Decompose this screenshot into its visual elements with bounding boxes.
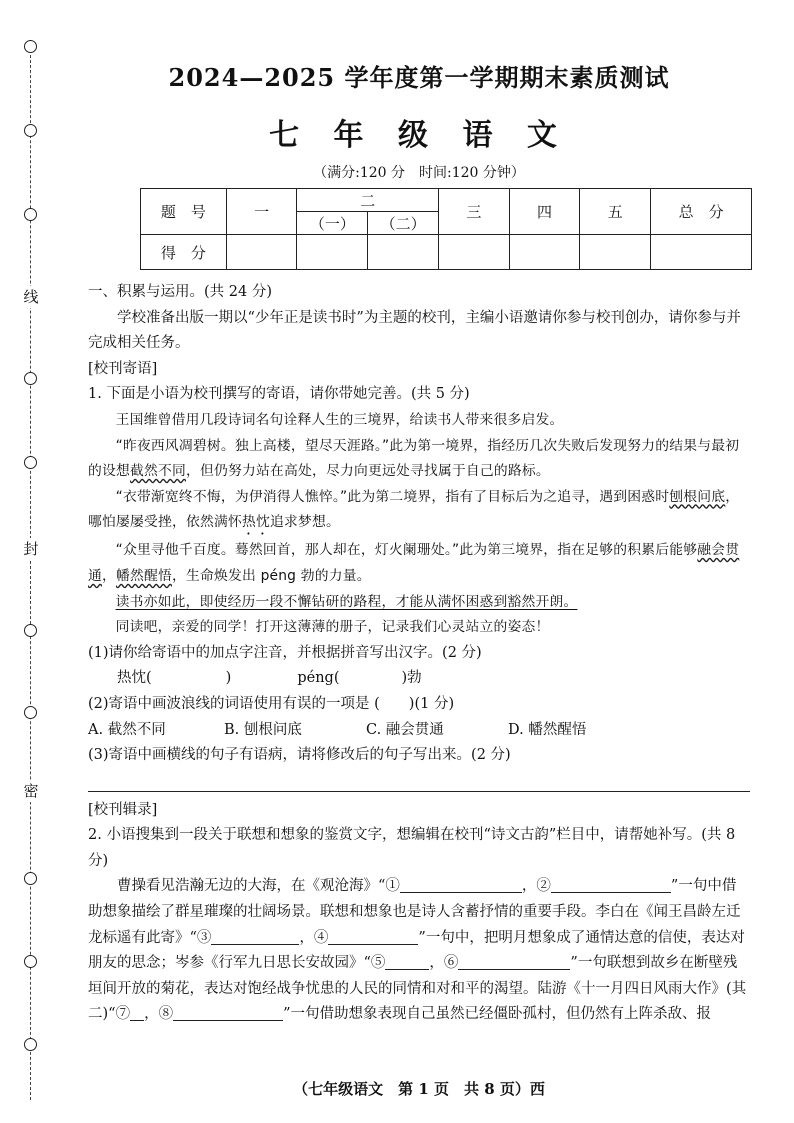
text-run: ，④ (299, 929, 329, 946)
score-cell[interactable] (368, 235, 439, 270)
fill-blank-7[interactable] (130, 1004, 144, 1021)
col-section-4: 四 (509, 189, 580, 235)
row-label-score: 得 分 (141, 235, 227, 270)
text-run: ”一句借助想象表现自己虽然已经僵卧孤村，但仍然有上阵杀敌、报 (283, 1006, 711, 1023)
binding-hole (24, 1038, 37, 1051)
text-run: ”一句中，把明月想象成了通情达意的信使，表达对朋友的思念；岑参《行军九日思长安故园》“⑤ (88, 929, 745, 972)
text-run: “众里寻他千百度。蓦然回首，那人却在，灯火阑珊处。”此为第三境界，指在足够的积累后能够 (115, 542, 698, 559)
message-paragraph (88, 590, 750, 616)
binding-mark-secret: 密 (20, 780, 42, 802)
fill-prompt: ) (225, 670, 232, 687)
binding-mark-line: 线 (20, 286, 42, 308)
binding-hole (24, 124, 37, 137)
dotted-word: 热忱 (241, 514, 270, 531)
text-run: “昨夜西风凋碧树。独上高楼，望尽天涯路。”此为第一境界，指经历几次失败后发现努力的结果与最初的设想 (88, 437, 740, 480)
score-table (140, 188, 752, 270)
binding-hole (24, 208, 37, 221)
underlined-sentence: 读书亦如此，即使经历一段不懈钻研的路程，才能从满怀困惑到豁然开朗。 (115, 593, 578, 610)
subsection-tag: [校刊辑录] (88, 801, 158, 818)
binding-mark-seal: 封 (20, 538, 42, 560)
option-c[interactable]: C. 融会贯通 (366, 721, 444, 738)
text-run: ，② (521, 878, 551, 895)
sub-question-1: (1)请你给寄语中的加点字注音，并根据拼音写出汉字。(2 分) (88, 644, 482, 661)
exam-body (88, 280, 750, 1028)
wavy-underlined-word: 刨根问底 (669, 488, 726, 505)
options-row (88, 718, 750, 744)
subject-title: 七 年 级 语 文 (269, 118, 569, 153)
fill-blank-6[interactable] (458, 953, 570, 970)
col-section-5: 五 (580, 189, 651, 235)
binding-hole (24, 955, 37, 968)
option-a[interactable]: A. 截然不同 (88, 721, 166, 738)
binding-hole (24, 872, 37, 885)
binding-hole (24, 624, 37, 637)
question-1-stem: 1. 下面是小语为校刊撰写的寄语，请你带她完善。(共 5 分) (88, 386, 470, 403)
col-section-1: 一 (226, 189, 297, 235)
col-section-2-part-2: （二） (368, 212, 439, 235)
message-paragraph (88, 485, 750, 539)
col-section-2: 二 (297, 189, 438, 212)
fill-blank-5[interactable] (385, 953, 429, 970)
score-cell[interactable] (226, 235, 297, 270)
fill-blank-4[interactable] (328, 928, 418, 945)
score-cell[interactable] (651, 235, 752, 270)
subsection-tag: [校刊寄语] (88, 360, 158, 377)
fill-blank-3[interactable] (211, 928, 299, 945)
fill-prompt: péng( (297, 670, 340, 687)
text-run: ”一句联想到故乡在断壁残垣间开放的菊花，表达对饱经战争忧患的人民的同情和对和平的渴望。陆游《十一月四日风雨大作》(其二)“⑦ (88, 955, 747, 1023)
section-heading: 一、积累与运用。(共 24 分) (88, 284, 272, 300)
text-run: ”一句中借助想象描绘了群星璀璨的壮阔场景。联想和想象也是诗人含蓄抒情的重要手段。李白在《闻王昌龄左迁龙标遥有此寄》“③ (88, 878, 741, 946)
text-run: 追求梦想。 (269, 514, 340, 531)
wavy-underlined-word: 幡然醒悟 (116, 567, 172, 584)
row-label-question-no: 题 号 (141, 189, 227, 235)
binding-margin (0, 0, 62, 1123)
col-section-2-part-1: （一） (297, 212, 368, 235)
text-run: ，⑥ (429, 955, 459, 972)
fill-prompt: 热忱( (117, 670, 152, 687)
message-paragraph: 同读吧，亲爱的同学！打开这薄薄的册子，记录我们心灵站立的姿态！ (115, 619, 550, 636)
pinyin-fill-row (88, 666, 750, 692)
binding-hole (24, 40, 37, 53)
sub-question-2: (2)寄语中画波浪线的词语使用有误的一项是 ( )(1 分) (88, 695, 455, 712)
section-intro: 学校准备出版一期以“少年正是读书时”为主题的校刊，主编小语邀请你参与校刊创办，请你参与并完成相关任务。 (88, 309, 741, 352)
text-run: 曹操看见浩瀚无边的大海，在《观沧海》“① (117, 878, 400, 895)
answer-line[interactable] (88, 777, 750, 792)
page-footer: （七年级语文 第 1 页 共 8 页）西 (293, 1080, 545, 1098)
message-paragraph (88, 538, 750, 589)
exam-title: 2024—2025 学年度第一学期期末素质测试 (168, 63, 670, 92)
exam-meta: （满分:120 分 时间:120 分钟） (313, 165, 525, 181)
binding-hole (24, 372, 37, 385)
text-run: ， (102, 567, 116, 584)
binding-dashed-line (30, 40, 31, 1100)
score-cell[interactable] (438, 235, 509, 270)
wavy-underlined-word: 截然不同 (130, 463, 186, 480)
message-paragraph: 王国维曾借用几段诗词名句诠释人生的三境界，给读书人带来很多启发。 (115, 411, 564, 428)
fill-prompt: )勃 (401, 670, 422, 687)
fill-blank-2[interactable] (551, 876, 671, 893)
sub-question-3: (3)寄语中画横线的句子有语病，请将修改后的句子写出来。(2 分) (88, 747, 511, 764)
score-cell[interactable] (580, 235, 651, 270)
binding-hole (24, 456, 37, 469)
message-paragraph (88, 434, 750, 485)
option-d[interactable]: D. 幡然醒悟 (508, 721, 587, 738)
wavy-underlined-word: 融会贯通 (88, 542, 740, 584)
score-cell[interactable] (297, 235, 368, 270)
binding-hole (24, 706, 37, 719)
text-run: ，生命焕发出 péng 勃的力量。 (172, 567, 371, 584)
question-2-passage (88, 874, 750, 1028)
question-2-stem: 2. 小语搜集到一段关于联想和想象的鉴赏文字，想编辑在校刊“诗文古韵”栏目中，请帮她补写。(共 8 分) (88, 827, 736, 869)
fill-blank-1[interactable] (400, 876, 522, 893)
score-cell[interactable] (509, 235, 580, 270)
text-run: ，但仍努力站在高处，尽力向更远处寻找属于自己的路标。 (186, 463, 550, 480)
col-section-3: 三 (438, 189, 509, 235)
option-b[interactable]: B. 刨根问底 (224, 721, 302, 738)
text-run: ，哪怕屡屡受挫，依然满怀 (88, 488, 740, 531)
text-run: “衣带渐宽终不悔，为伊消得人憔悴。”此为第二境界，指有了目标后为之追寻，遇到困惑时 (115, 488, 670, 505)
text-run: ，⑧ (144, 1006, 174, 1023)
fill-blank-8[interactable] (173, 1004, 283, 1021)
col-total: 总 分 (651, 189, 752, 235)
